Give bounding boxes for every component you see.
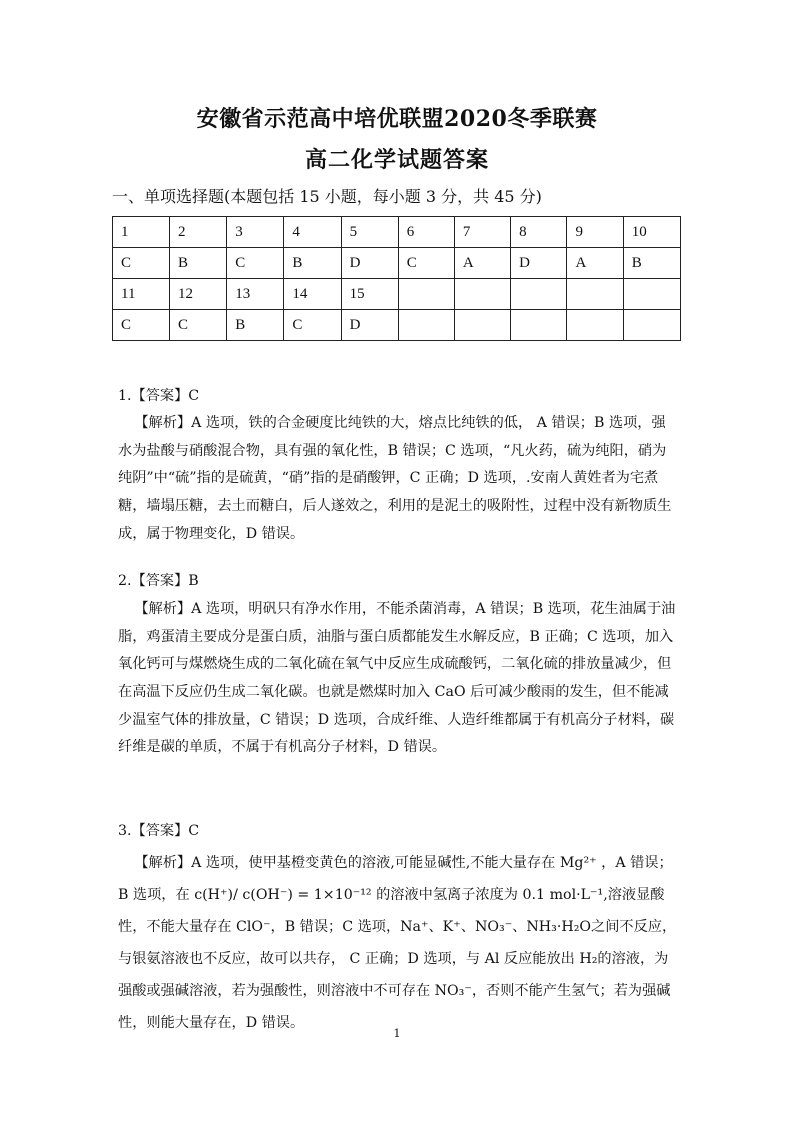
- answer-table-cell: 4: [284, 217, 341, 248]
- answer-table-cell: [567, 279, 623, 310]
- answer-table-cell: D: [341, 310, 398, 341]
- document-subtitle: 高二化学试题答案: [304, 147, 489, 173]
- answer-table-row: [113, 310, 681, 341]
- answer-table-cell: 7: [454, 217, 510, 248]
- answer-table-cell: D: [341, 248, 398, 279]
- answer-table-cell: 13: [227, 279, 284, 310]
- answer-table-cell: 1: [113, 217, 170, 248]
- answer-table-row: [113, 217, 681, 248]
- answer-table-cell: 15: [341, 279, 398, 310]
- answer-table-cell: 11: [113, 279, 170, 310]
- answer-table-cell: 14: [284, 279, 341, 310]
- answer-table-cell: B: [227, 310, 284, 341]
- answer-table-cell: C: [284, 310, 341, 341]
- answer-table-cell: 2: [170, 217, 227, 248]
- answer-table-cell: A: [454, 248, 510, 279]
- document-title: 安徽省示范高中培优联盟2020冬季联赛: [196, 106, 598, 132]
- answer-table-cell: 6: [398, 217, 454, 248]
- q2-answer-header: 2.【答案】B: [118, 573, 199, 589]
- page-number: 1: [393, 1027, 401, 1040]
- q3-explanation: 【解析】A 选项，使甲基橙变黄色的溶液,可能显碱性,不能大量存在 Mg²⁺ ，A 错误；B 选项，在 c(H⁺)/ c(OH⁻) = 1×10⁻¹² 的溶液中氢离子浓度为 0.1 mol·L⁻¹,溶液显酸性，不能大量存在 ClO⁻，B 错误；C 选项，Na⁺、K⁺、NO₃⁻、NH₃·H₂O之间不反应，与银氨溶液也不反应，故可以共存， C 正确；D 选项，与 Al 反应能放出 H₂的溶液，为强酸或强碱溶液，若为强酸性，则溶液中不可存在 NO₃⁻，否则不能产生氢气；若为强碱性，则能大量存在，D 错误。: [118, 855, 677, 1031]
- answer-table-cell: [398, 279, 454, 310]
- answer-table-cell: [623, 279, 680, 310]
- answer-table-cell: 9: [567, 217, 623, 248]
- answer-table-row: [113, 248, 681, 279]
- answer-table-cell: [511, 279, 567, 310]
- answer-table-cell: [511, 310, 567, 341]
- section-heading: 一、单项选择题(本题包括 15 小题，每小题 3 分，共 45 分): [112, 187, 542, 206]
- answer-table-cell: B: [623, 248, 680, 279]
- q2-explanation: 【解析】A 选项，明矾只有净水作用，不能杀菌消毒，A 错误；B 选项，花生油属于油脂，鸡蛋清主要成分是蛋白质，油脂与蛋白质都能发生水解反应，B 正确；C 选项，加入氧化钙可与煤燃烧生成的二氧化硫在氧气中反应生成硫酸钙，二氧化硫的排放量减少，但在高温下反应仍生成二氧化碳。也就是燃煤时加入 CaO 后可减少酸雨的发生，但不能减少温室气体的排放量，C 错误；D 选项，合成纤维、人造纤维都属于有机高分子材料，碳纤维是碳的单质，不属于有机高分子材料，D 错误。: [118, 601, 676, 756]
- answer-table-cell: B: [284, 248, 341, 279]
- q3-answer-header: 3.【答案】C: [118, 823, 200, 839]
- answer-table-cell: [454, 310, 510, 341]
- answer-table-cell: [567, 310, 623, 341]
- answer-table-cell: [454, 279, 510, 310]
- q1-explanation: 【解析】A 选项，铁的合金硬度比纯铁的大，熔点比纯铁的低， A 错误；B 选项，强水为盐酸与硝酸混合物，具有强的氧化性，B 错误；C 选项，“凡火药，硫为纯阳，硝为纯阴”中“硫”指的是硫黄，“硝”指的是硝酸钾，C 正确；D 选项，.安南人黄姓者为宅煮糖，墙塌压糖，去土而糖白，后人遂效之，利用的是泥土的吸附性，过程中没有新物质生成，属于物理变化，D 错误。: [118, 415, 672, 542]
- answer-table-cell: C: [227, 248, 284, 279]
- answer-table: [112, 216, 681, 341]
- answer-table-cell: C: [113, 248, 170, 279]
- answer-table-row: [113, 279, 681, 310]
- answer-table-cell: 5: [341, 217, 398, 248]
- answer-table-cell: 3: [227, 217, 284, 248]
- answer-table-cell: C: [170, 310, 227, 341]
- answer-table-cell: 10: [623, 217, 680, 248]
- q1-answer-header: 1.【答案】C: [118, 388, 200, 404]
- answer-table-cell: C: [113, 310, 170, 341]
- answer-table-cell: C: [398, 248, 454, 279]
- answer-table-cell: 12: [170, 279, 227, 310]
- answer-table-cell: 8: [511, 217, 567, 248]
- answer-table-cell: [398, 310, 454, 341]
- answer-table-cell: A: [567, 248, 623, 279]
- answer-table-cell: [623, 310, 680, 341]
- answer-table-cell: D: [511, 248, 567, 279]
- answer-table-cell: B: [170, 248, 227, 279]
